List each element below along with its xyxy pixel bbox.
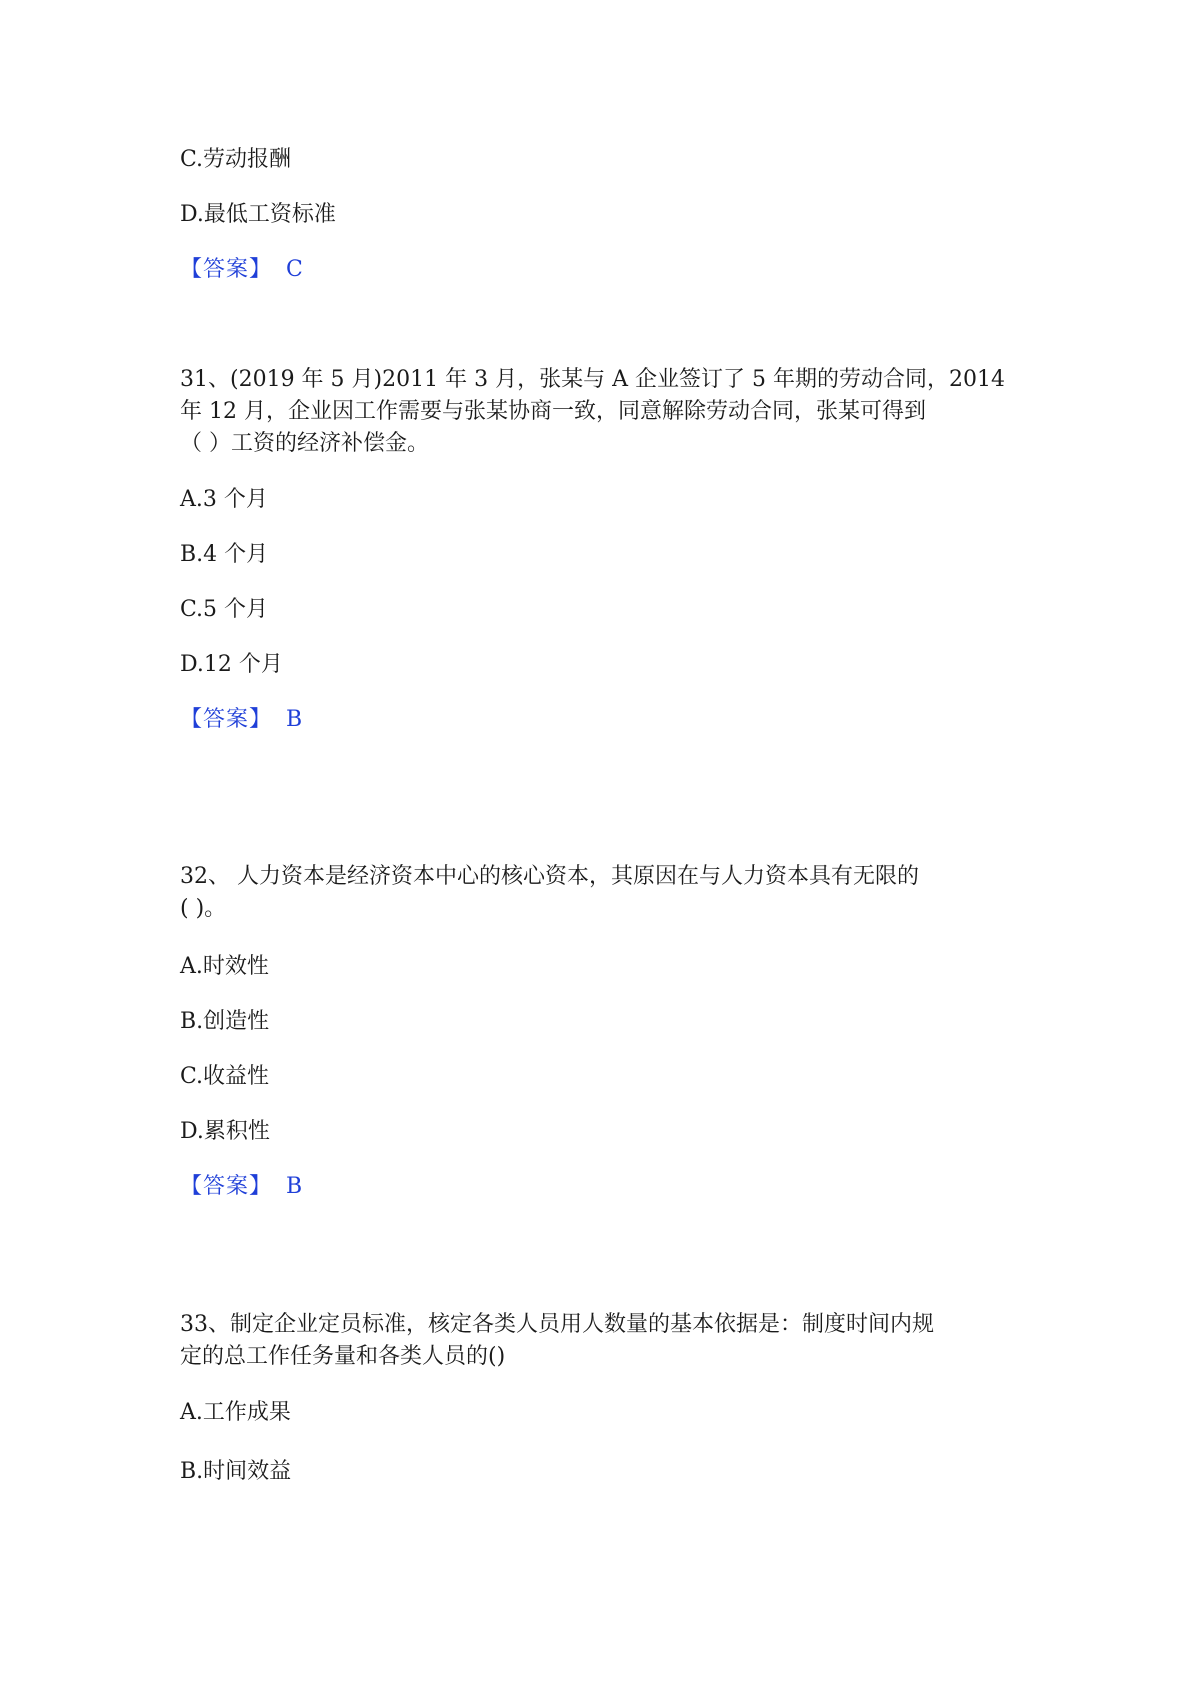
answer-value: C — [286, 257, 303, 282]
answer-value: B — [286, 1174, 303, 1199]
q31-option-a: A.3 个月 — [180, 487, 268, 512]
q31-answer — [180, 705, 302, 735]
q31-option-c: C.5 个月 — [180, 597, 269, 622]
answer-value: B — [286, 707, 303, 732]
q32-stem-line-2: ( )。 — [180, 896, 227, 921]
q32-answer — [180, 1172, 302, 1202]
answer-label: 【答案】 — [180, 257, 273, 282]
q31-stem-line-1: 31、(2019 年 5 月)2011 年 3 月，张某与 A 企业签订了 5 年期的劳动合同，2014 — [180, 367, 1005, 392]
q31-option-d: D.12 个月 — [180, 652, 283, 677]
q30-answer — [180, 255, 303, 285]
q32-option-d: D.累积性 — [180, 1119, 270, 1144]
q31-option-b: B.4 个月 — [180, 542, 269, 567]
q32-option-b: B.创造性 — [180, 1009, 270, 1034]
q32-option-a: A.时效性 — [180, 954, 269, 979]
q33-stem-line-1: 33、制定企业定员标准，核定各类人员用人数量的基本依据是：制度时间内规 — [180, 1312, 934, 1337]
answer-label: 【答案】 — [180, 1174, 273, 1199]
q33-option-a: A.工作成果 — [180, 1400, 291, 1425]
q32-stem-line-1: 32、 人力资本是经济资本中心的核心资本，其原因在与人力资本具有无限的 — [180, 864, 919, 889]
q30-option-d: D.最低工资标准 — [180, 202, 336, 227]
q33-stem-line-2: 定的总工作任务量和各类人员的() — [180, 1344, 506, 1369]
answer-label: 【答案】 — [180, 707, 273, 732]
q30-option-c: C.劳动报酬 — [180, 147, 292, 172]
q33-option-b: B.时间效益 — [180, 1459, 292, 1484]
q32-option-c: C.收益性 — [180, 1064, 270, 1089]
q31-stem-line-3: （ ）工资的经济补偿金。 — [180, 431, 429, 456]
q31-stem-line-2: 年 12 月，企业因工作需要与张某协商一致，同意解除劳动合同，张某可得到 — [180, 399, 926, 424]
